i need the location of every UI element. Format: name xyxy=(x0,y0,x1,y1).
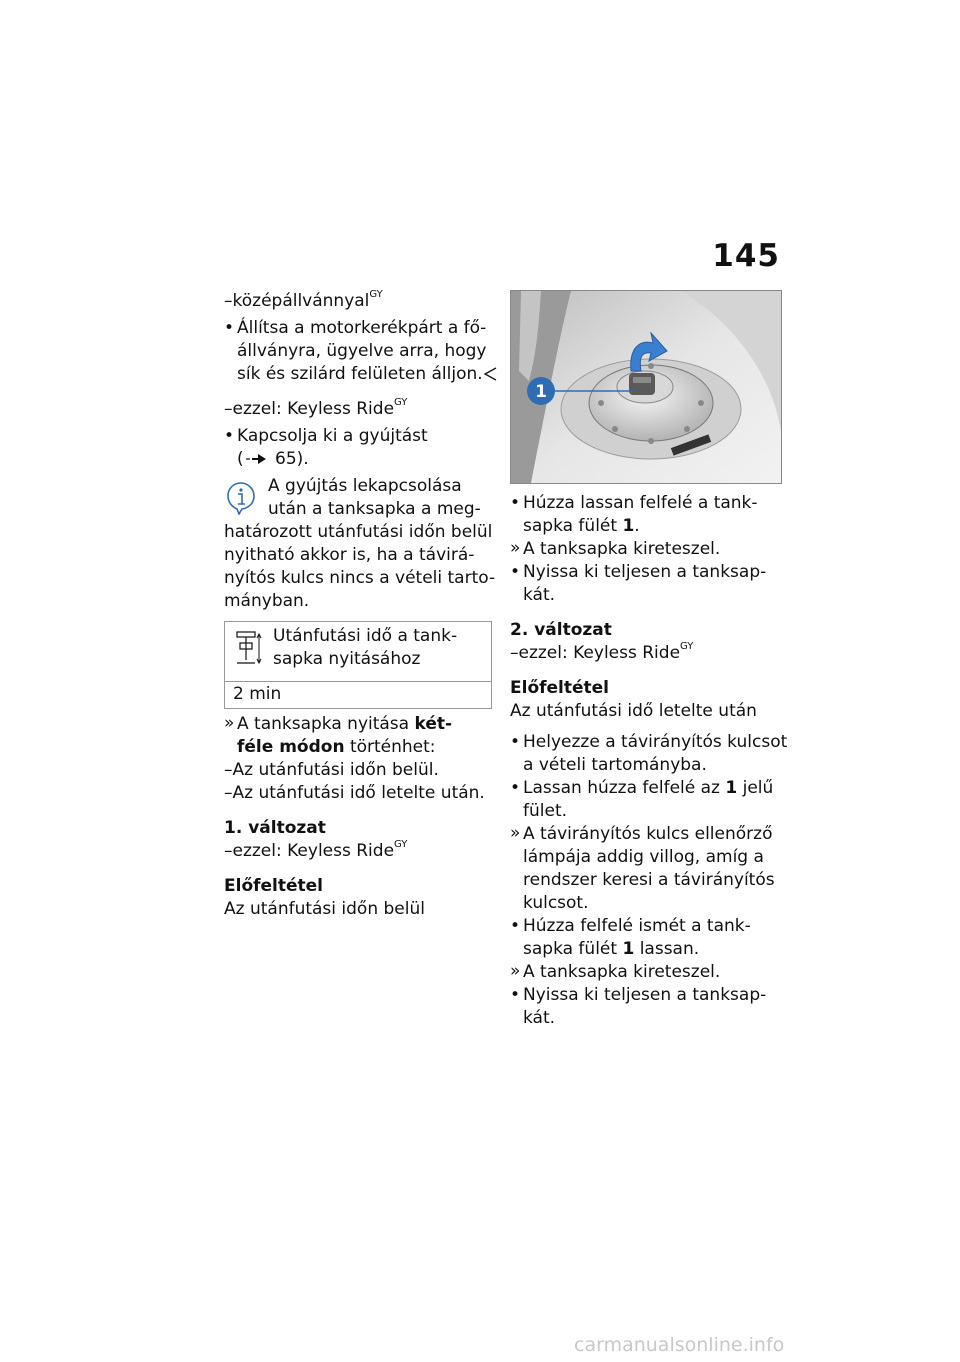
page-number: 145 xyxy=(712,238,780,274)
prerequisite-text: Az utánfutási időn belül xyxy=(224,899,425,919)
prerequisite-text-2: Az utánfutási idő letelte után xyxy=(510,701,757,721)
result-indicator-flashes: » A távirányítós kulcs ellenőrző lámpája addig villog, amíg a rendszer keresi a távirányítós kulcsot. xyxy=(510,823,782,915)
variant-1-heading: 1. változat xyxy=(224,818,326,838)
option-within-time: – Az utánfutási időn belül. xyxy=(224,759,492,782)
step-ignition-off: • Kapcsolja ki a gyújtást ( 65). xyxy=(224,425,492,471)
info-icon xyxy=(226,481,256,515)
result-cap-unlocks: » A tanksapka kireteszel. xyxy=(510,538,782,561)
fuel-cap-illustration xyxy=(510,290,782,484)
left-column xyxy=(224,289,496,921)
info-note: A gyújtás lekapcsolása után a tanksapka a meg- határozott utánfutási időn belül nyitható akkor is, ha a távirá- nyítós kulcs nincs a vételi tarto- mányban. xyxy=(224,476,496,611)
spec-table-value: 2 min xyxy=(233,684,282,704)
step-pull-flap: • Lassan húzza felfelé az 1 jelű fület. xyxy=(510,777,782,823)
spec-table xyxy=(224,621,492,709)
watermark: carmanualsonline.info xyxy=(574,1334,785,1356)
page-reference-arrow-icon xyxy=(244,453,270,465)
timer-icon xyxy=(235,630,263,666)
option-after-time: – Az utánfutási idő letelte után. xyxy=(224,782,492,805)
end-mark-icon xyxy=(483,367,497,381)
step-place-on-stand: • Állítsa a motorkerékpárt a fő- állványra, ügyelve arra, hogy sík és szilárd felületen álljon. xyxy=(224,317,492,386)
step-open-cap-2: • Nyissa ki teljesen a tanksap- kát. xyxy=(510,984,782,1030)
step-open-cap: • Nyissa ki teljesen a tanksap- kát. xyxy=(510,561,782,607)
result-cap-unlocks-2: » A tanksapka kireteszel. xyxy=(510,961,782,984)
step-place-key: • Helyezze a távirányítós kulcsot a vételi tartományba. xyxy=(510,731,782,777)
fuel-cap-drawing xyxy=(511,291,781,483)
step-pull-flap-again: • Húzza felfelé ismét a tank- sapka fülét 1 lassan. xyxy=(510,915,782,961)
condition-center-stand: – középállvánnyal$^{GY}$ xyxy=(224,290,492,313)
step-pull-flap-slowly: • Húzza lassan felfelé a tank- sapka fülét 1. xyxy=(510,492,782,538)
prerequisite-heading-2: Előfeltétel xyxy=(510,678,610,698)
condition-keyless-ride-3: – ezzel: Keyless Ride$^{GY}$ xyxy=(510,642,782,665)
condition-keyless-ride: – ezzel: Keyless Ride$^{GY}$ xyxy=(224,398,492,421)
callout-label: 1 xyxy=(535,382,547,402)
result-two-ways: » A tanksapka nyitása két- féle módon történhet: xyxy=(224,713,492,759)
right-column xyxy=(510,290,788,1030)
prerequisite-heading: Előfeltétel xyxy=(224,876,324,896)
spec-table-header: Utánfutási idő a tank- sapka nyitásához xyxy=(225,622,491,682)
condition-keyless-ride-2: – ezzel: Keyless Ride$^{GY}$ xyxy=(224,840,492,863)
variant-2-heading: 2. változat xyxy=(510,620,612,640)
